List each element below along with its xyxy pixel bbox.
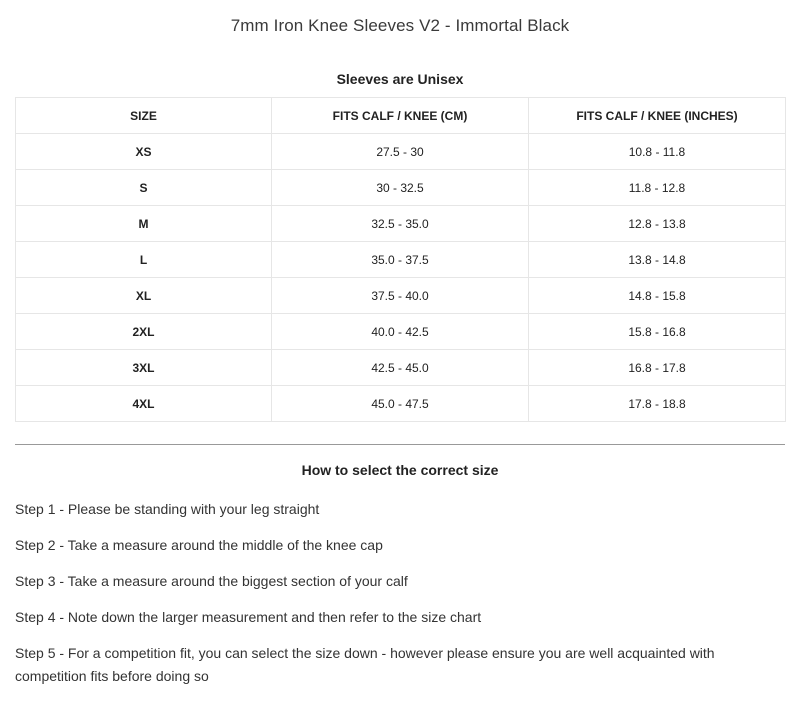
sizing-step: Step 2 - Take a measure around the middle of the knee cap (15, 537, 383, 553)
size-cell: 2XL (16, 314, 272, 350)
sizing-step: Step 1 - Please be standing with your leg straight (15, 501, 320, 517)
cm-cell: 45.0 - 47.5 (272, 386, 529, 422)
cm-cell: 40.0 - 42.5 (272, 314, 529, 350)
size-cell: S (16, 170, 272, 206)
inches-cell: 17.8 - 18.8 (529, 386, 786, 422)
sizing-steps-list (15, 498, 790, 701)
inches-cell: 14.8 - 15.8 (529, 278, 786, 314)
cm-cell: 32.5 - 35.0 (272, 206, 529, 242)
cm-cell: 37.5 - 40.0 (272, 278, 529, 314)
table-row (16, 206, 786, 242)
table-row (16, 350, 786, 386)
sizing-step: Step 4 - Note down the larger measurement and then refer to the size chart (15, 609, 482, 625)
cm-cell: 30 - 32.5 (272, 170, 529, 206)
size-cell: 4XL (16, 386, 272, 422)
page-title: 7mm Iron Knee Sleeves V2 - Immortal Black (230, 16, 570, 35)
sizing-step: Step 5 - For a competition fit, you can select the size down - however please ensure you are well acquainted with competition fits before doing so (15, 645, 715, 684)
inches-cell: 12.8 - 13.8 (529, 206, 786, 242)
table-row (16, 242, 786, 278)
table-row (16, 278, 786, 314)
size-cell: XS (16, 134, 272, 170)
size-chart-table (15, 97, 786, 422)
table-row (16, 134, 786, 170)
table-header-row (16, 98, 786, 134)
table-row (16, 170, 786, 206)
size-cell: L (16, 242, 272, 278)
sizing-step: Step 3 - Take a measure around the biggest section of your calf (15, 573, 408, 589)
table-row (16, 314, 786, 350)
section-divider (15, 444, 785, 445)
size-cell: 3XL (16, 350, 272, 386)
sizing-guide-heading: How to select the correct size (301, 462, 499, 478)
size-cell: M (16, 206, 272, 242)
inches-cell: 15.8 - 16.8 (529, 314, 786, 350)
cm-cell: 35.0 - 37.5 (272, 242, 529, 278)
size-cell: XL (16, 278, 272, 314)
cm-cell: 27.5 - 30 (272, 134, 529, 170)
inches-cell: 16.8 - 17.8 (529, 350, 786, 386)
size-chart-caption: Sleeves are Unisex (336, 71, 464, 87)
inches-cell: 13.8 - 14.8 (529, 242, 786, 278)
header-size: SIZE (16, 98, 272, 134)
inches-cell: 11.8 - 12.8 (529, 170, 786, 206)
table-row (16, 386, 786, 422)
header-fits-inches: FITS CALF / KNEE (INCHES) (529, 98, 786, 134)
header-fits-cm: FITS CALF / KNEE (CM) (272, 98, 529, 134)
inches-cell: 10.8 - 11.8 (529, 134, 786, 170)
cm-cell: 42.5 - 45.0 (272, 350, 529, 386)
